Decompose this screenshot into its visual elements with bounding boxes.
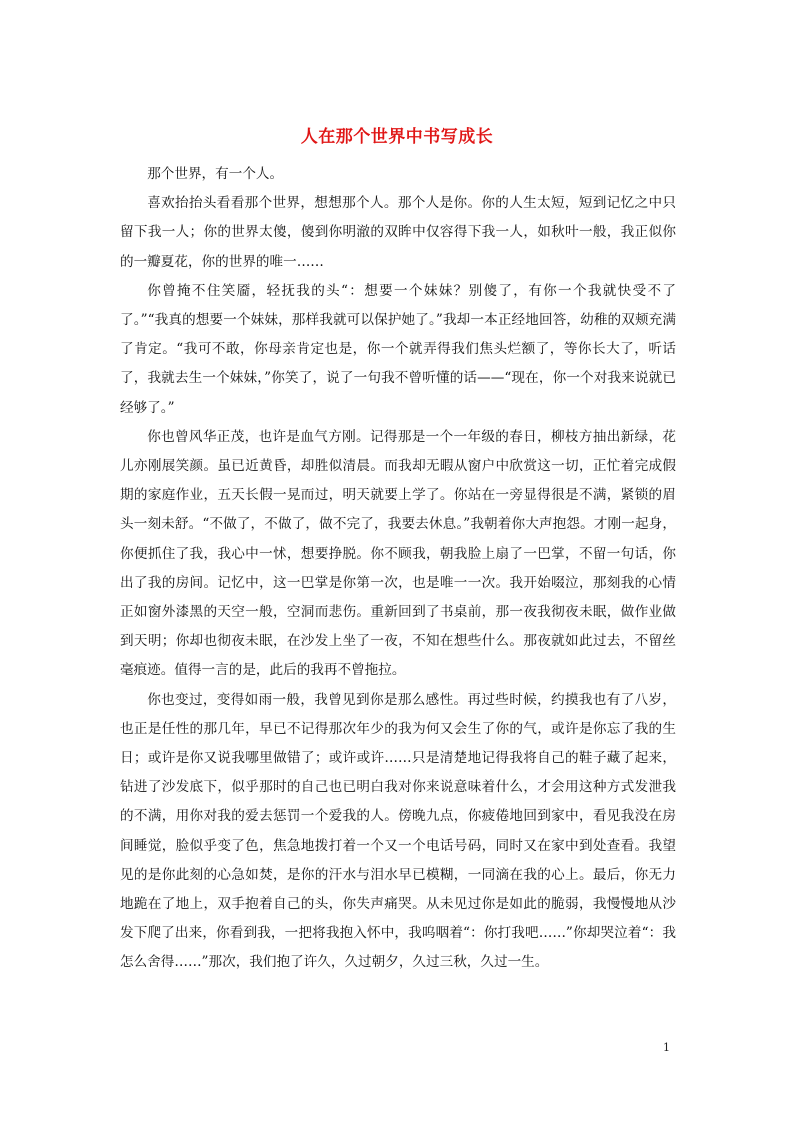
page-number: 1 bbox=[663, 1041, 670, 1054]
paragraph: 你也曾风华正茂，也许是血气方刚。记得那是一个一年级的春日，柳枝方抽出新绿，花儿亦刚展笑颜。虽已近黄昏，却胜似清晨。而我却无暇从窗户中欣赏这一切，正忙着完成假期的家庭作业，五天长假一晃而过，明天就要上学了。你站在一旁显得很是不满，紧锁的眉头一刻未舒。“不做了，不做了，做不完了，我要去休息。”我朝着你大声抱怨。才刚一起身，你便抓住了我，我心中一怵，想要挣脱。你不顾我，朝我脸上扇了一巴掌，不留一句话，你出了我的房间。记忆中，这一巴掌是你第一次，也是唯一一次。我开始啜泣，那刻我的心情正如窗外漆黑的天空一般，空洞而悲伤。重新回到了书桌前，那一夜我彻夜未眠，做作业做到天明；你却也彻夜未眠，在沙发上坐了一夜，不知在想些什么。那夜就如此过去，不留丝毫痕迹。值得一言的是，此后的我再不曾拖拉。 bbox=[120, 428, 676, 679]
paragraph: 那个世界，有一个人。 bbox=[147, 166, 284, 182]
paragraph: 喜欢抬抬头看看那个世界，想想那个人。那个人是你。你的人生太短，短到记忆之中只留下我一人；你的世界太傻，傻到你明澈的双眸中仅容得下我一人，如秋叶一般，我正似你的一瓣夏花，你的世界的唯一…… bbox=[120, 195, 676, 270]
document-title: 人在那个世界中书写成长 bbox=[300, 127, 494, 147]
document-body bbox=[120, 160, 676, 978]
paragraph: 你曾掩不住笑靥，轻抚我的头“：想要一个妹妹？别傻了，有你一个我就快受不了了。”“我真的想要一个妹妹，那样我就可以保护她了。”我却一本正经地回答，幼稚的双颊充满了肯定。“我可不敢，你母亲肯定也是，你一个就弄得我们焦头烂额了，等你长大了，听话了，我就去生一个妹妹，”你笑了，说了一句我不曾听懂的话——“现在，你一个对我来说就已经够了。” bbox=[120, 282, 676, 416]
paragraph: 你也变过，变得如雨一般，我曾见到你是那么感性。再过些时候，约摸我也有了八岁，也正是任性的那几年，早已不记得那次年少的我为何又会生了你的气，或许是你忘了我的生日；或许是你又说我哪里做错了；或许或许……只是清楚地记得我将自己的鞋子藏了起来，钻进了沙发底下，似乎那时的自己也已明白我对你来说意味着什么，才会用这种方式发泄我的不满，用你对我的爱去惩罚一个爱我的人。傍晚九点，你疲倦地回到家中，看见我没在房间睡觉，脸似乎变了色，焦急地拨打着一个又一个电话号码，同时又在家中到处查看。我望见的是你此刻的心急如焚，是你的汗水与泪水早已模糊，一同滴在我的心上。最后，你无力地跪在了地上，双手抱着自己的头，你失声痛哭。从未见过你是如此的脆弱，我慢慢地从沙发下爬了出来，你看到我，一把将我抱入怀中，我呜咽着“：你打我吧……”你却哭泣着“：我怎么舍得……”那次，我们抱了许久，久过朝夕，久过三秋，久过一生。 bbox=[120, 691, 676, 971]
